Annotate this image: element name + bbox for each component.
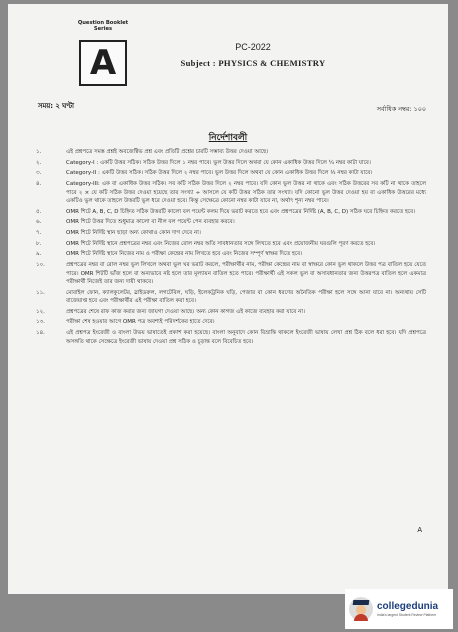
instruction-number: ১১. — [36, 289, 45, 296]
instruction-number: ৬. — [36, 219, 42, 226]
instruction-item — [36, 148, 426, 156]
instruction-item — [36, 329, 426, 346]
watermark-tagline: India's largest Student Review Platform — [377, 612, 437, 617]
instruction-number: ৮. — [36, 240, 42, 247]
instruction-text: Category-III: এক বা একাধিক উত্তর সঠিক। সব কটি সঠিক উত্তর দিলে ২ নম্বর পাবে। যদি কোন ভুল উত্তর না থাকে এবং সঠিক উত্তরের সব কটি না থাকে তাহলে পাবে ২ × যে কটি সঠিক উত্তর দেওয়া হয়েছে তার সংখ্যা ÷ আসলে যে কটি উত্তর সঠিক তার সংখ্যা। যদি কোনো ভুল উত্তর দেওয়া হয় বা একাধিক উত্তরের মধ্যে একটিও ভুল থাকে তাহলে উত্তরটি ভুল ধরে দেওয়া হবে। কিন্তু সেক্ষেত্রে কোনো নম্বর কাটা যাবে না, অর্থাৎ শূন্য নম্বর পাবে। — [66, 181, 426, 204]
instruction-item — [36, 218, 426, 226]
booklet-series-letter: A — [89, 43, 117, 83]
instruction-text: এই প্রশ্নপত্র ইংরেজী ও বাংলা উভয় ভাষাতেই প্রকাশ করা হয়েছে। বাংলা অনুবাদে কোন বিভ্রান্তি থাকলে ইংরেজী ভাষায় লেখা প্রশ্ন ঠিক বলে ধরা হবে। যদি প্রশ্নপত্রে অসঙ্গতি থাকে সেক্ষেত্রে ইংরেজী ভাষায় দেওয়া প্রশ্ন সঠিক ও চূড়ান্ত বলে বিবেচিত হবে। — [66, 330, 426, 345]
instruction-number: ১৪. — [36, 330, 45, 337]
instruction-number: ৪. — [36, 181, 42, 188]
instruction-number: ১২. — [36, 308, 45, 315]
instruction-text: মোবাইল ফোন, ক্যালকুলেটর, স্লাইডরুল, লগটেবিল, ঘড়ি, ইলেকট্রনিক ঘড়ি, পেজার বা কোন ধরণের অনৈতিক পরীক্ষা হলে সঙ্গে আনা যাবে না। অন্যথায় সেটি বাজেয়াপ্ত হবে এবং পরীক্ষার্থীর এই পরীক্ষা বাতিল করা হবে। — [66, 289, 426, 305]
subject-title: Subject : PHYSICS & CHEMISTRY — [180, 58, 326, 68]
instruction-number: ১০. — [36, 262, 45, 269]
instruction-item — [36, 169, 426, 177]
student-avatar-icon — [349, 597, 373, 621]
instructions-heading: নির্দেশাবলী — [208, 133, 248, 143]
instruction-item — [36, 240, 426, 248]
instruction-number: ৯. — [36, 251, 42, 258]
instruction-number: ৫. — [36, 208, 42, 215]
instruction-number: ১. — [36, 149, 42, 155]
instructions-list — [36, 148, 426, 348]
instruction-number: ৭. — [36, 230, 42, 237]
instruction-item — [36, 289, 426, 306]
collegedunia-watermark — [345, 589, 453, 629]
instruction-text: OMR শিটে নির্দিষ্ট স্থানে প্রশ্নপত্রের নম্বর এবং নিজের রোল নম্বর অতি সাবধানতার সঙ্গে লিখতে হবে এবং প্রয়োজনীয় ঘরগুলি পূরণ করতে হবে। — [66, 240, 376, 247]
instruction-text: পরীক্ষা শেষ হওয়ার আগে OMR পত্র অবশ্যই পরিদর্শকের হাতে দেবে। — [66, 319, 215, 326]
instruction-text: OMR শিটে নির্দিষ্ট স্থান ছাড়া অন্য কোথাও কোন দাগ দেবে না। — [66, 230, 201, 237]
instruction-item — [36, 318, 426, 326]
instruction-text: OMR শিটে উত্তর দিতে শুধুমাত্র কালো বা নীল বল পয়েন্ট পেন ব্যবহার করবে। — [66, 219, 235, 226]
instruction-item — [36, 159, 426, 167]
instruction-item — [36, 229, 426, 237]
instruction-item — [36, 308, 426, 316]
watermark-brand-name: collegedunia — [377, 600, 439, 612]
instruction-item — [36, 261, 426, 286]
exam-time: সময়: ২ ঘণ্টা — [38, 102, 74, 110]
instruction-text: প্রশ্নপত্রের নম্বর বা রোল নম্বর ভুল লিখলে অথবা ভুল ঘর ভরাট করলে, পরীক্ষার্থীর নাম, পরীক্ষা কেন্দ্রের নাম বা স্বাক্ষরে কোন ভুল থাকলে উত্তর পত্র বাতিল হয়ে যেতে পারে। OMR শিটটি ভাঁজ হলে বা অন্যভাবে নষ্ট হলে তার মূল্যায়ন বাতিল হতে পারে। পরীক্ষার্থী এই সকল ভুল বা অসাবধানতার জন্য উত্তরপত্র বাতিল হলে একমাত্র পরীক্ষার্থী নিজেই তার জন্য দায়ী থাকবে। — [66, 262, 426, 285]
instruction-item — [36, 208, 426, 216]
instruction-text: প্রশ্নপত্রের শেষে রাফ কাজ করার জন্য জায়গা দেওয়া আছে। অন্য কোন কাগজ এই কাজে ব্যবহার করা যাবে না। — [66, 308, 305, 315]
instruction-number: ২. — [36, 159, 42, 166]
instruction-text: Category-II : একটি উত্তর সঠিক। সঠিক উত্তর দিলে ২ নম্বর পাবে। ভুল উত্তর দিলে অথবা যে কোন একাধিক উত্তর দিলে ½ নম্বর কাটা যাবে। — [66, 170, 373, 177]
booklet-series-label: Question Booklet Series — [77, 20, 129, 32]
instruction-text: OMR শিটে A, B, C, D চিহ্নিত সঠিক উত্তরটি কালো বল পয়েন্ট কলম দিয়ে ভরাট করতে হবে এবং প্রশ্নপত্রের নির্দিষ্ট (A, B, C, D) সঠিক ঘরে চিহ্নিত করতে হবে। — [66, 208, 416, 215]
instruction-number: ৩. — [36, 170, 42, 177]
instruction-text: Category-I : একটি উত্তর সঠিক। সঠিক উত্তর দিলে ১ নম্বর পাবে। ভুল উত্তর দিলে অথবা যে কোন একাধিক উত্তর দিলে ¼ নম্বর কাটা যাবে। — [66, 159, 371, 166]
exam-code: PC-2022 — [235, 42, 271, 52]
instruction-number: ১৩. — [36, 319, 45, 326]
total-marks: সর্বাধিক নম্বর: ১০০ — [376, 105, 426, 113]
instruction-item — [36, 180, 426, 205]
instruction-text: এই প্রশ্নপত্রে সমস্ত প্রশ্নই অবজেক্টিভ প্রশ্ন এবং প্রতিটি প্রশ্নের চারটি সম্ভাব্য উত্তর দেওয়া আছে। — [66, 149, 269, 155]
instruction-text: OMR শিটে নির্দিষ্ট স্থানে নিজের নাম ও পরীক্ষা কেন্দ্রের নাম লিখতে হবে এবং নিজের সম্পূর্ণ স্বাক্ষর দিতে হবে। — [66, 251, 303, 258]
page-series-mark: A — [417, 527, 422, 534]
booklet-series-box — [79, 40, 127, 86]
question-booklet-cover — [8, 4, 448, 594]
instruction-item — [36, 250, 426, 258]
